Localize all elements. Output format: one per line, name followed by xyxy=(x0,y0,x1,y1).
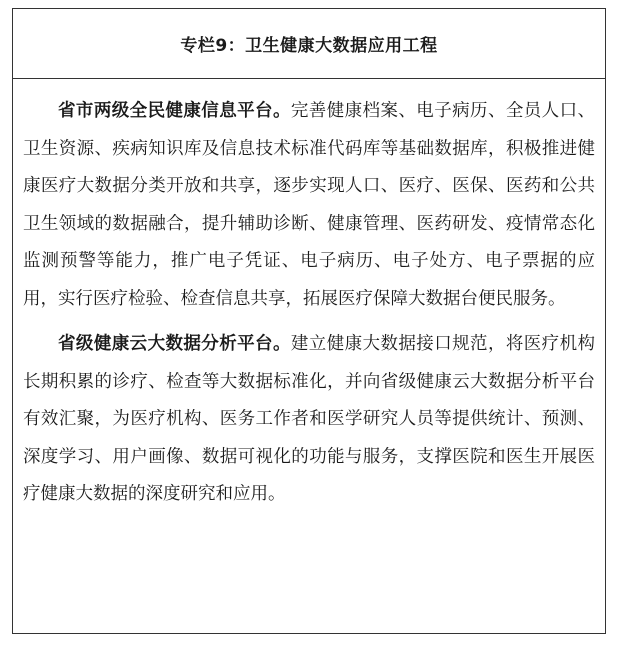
column-body xyxy=(13,79,605,514)
paragraph-provincial-city-platform xyxy=(23,93,595,318)
column-title: 专栏9：卫生健康大数据应用工程 xyxy=(180,36,438,56)
column-header xyxy=(13,9,605,79)
paragraph-heading: 省市两级全民健康信息平台。 xyxy=(58,101,291,121)
paragraph-text: 完善健康档案、电子病历、全员人口、卫生资源、疾病知识库及信息技术标准代码库等基础数据库，积极推进健康医疗大数据分类开放和共享，逐步实现人口、医疗、医保、医药和公共卫生领域的数据融合，提升辅助诊断、健康管理、医药研发、疫情常态化监测预警等能力，推广电子凭证、电子病历、电子处方、电子票据的应用，实行医疗检验、检查信息共享，拓展医疗保障大数据台便民服务。 xyxy=(23,101,596,309)
column-box xyxy=(12,8,606,634)
paragraph-health-cloud-platform xyxy=(23,326,595,514)
paragraph-heading: 省级健康云大数据分析平台。 xyxy=(58,334,291,354)
paragraph-text: 建立健康大数据接口规范，将医疗机构长期积累的诊疗、检查等大数据标准化，并向省级健康云大数据分析平台有效汇聚，为医疗机构、医务工作者和医学研究人员等提供统计、预测、深度学习、用户画像、数据可视化的功能与服务，支撑医院和医生开展医疗健康大数据的深度研究和应用。 xyxy=(23,334,596,504)
